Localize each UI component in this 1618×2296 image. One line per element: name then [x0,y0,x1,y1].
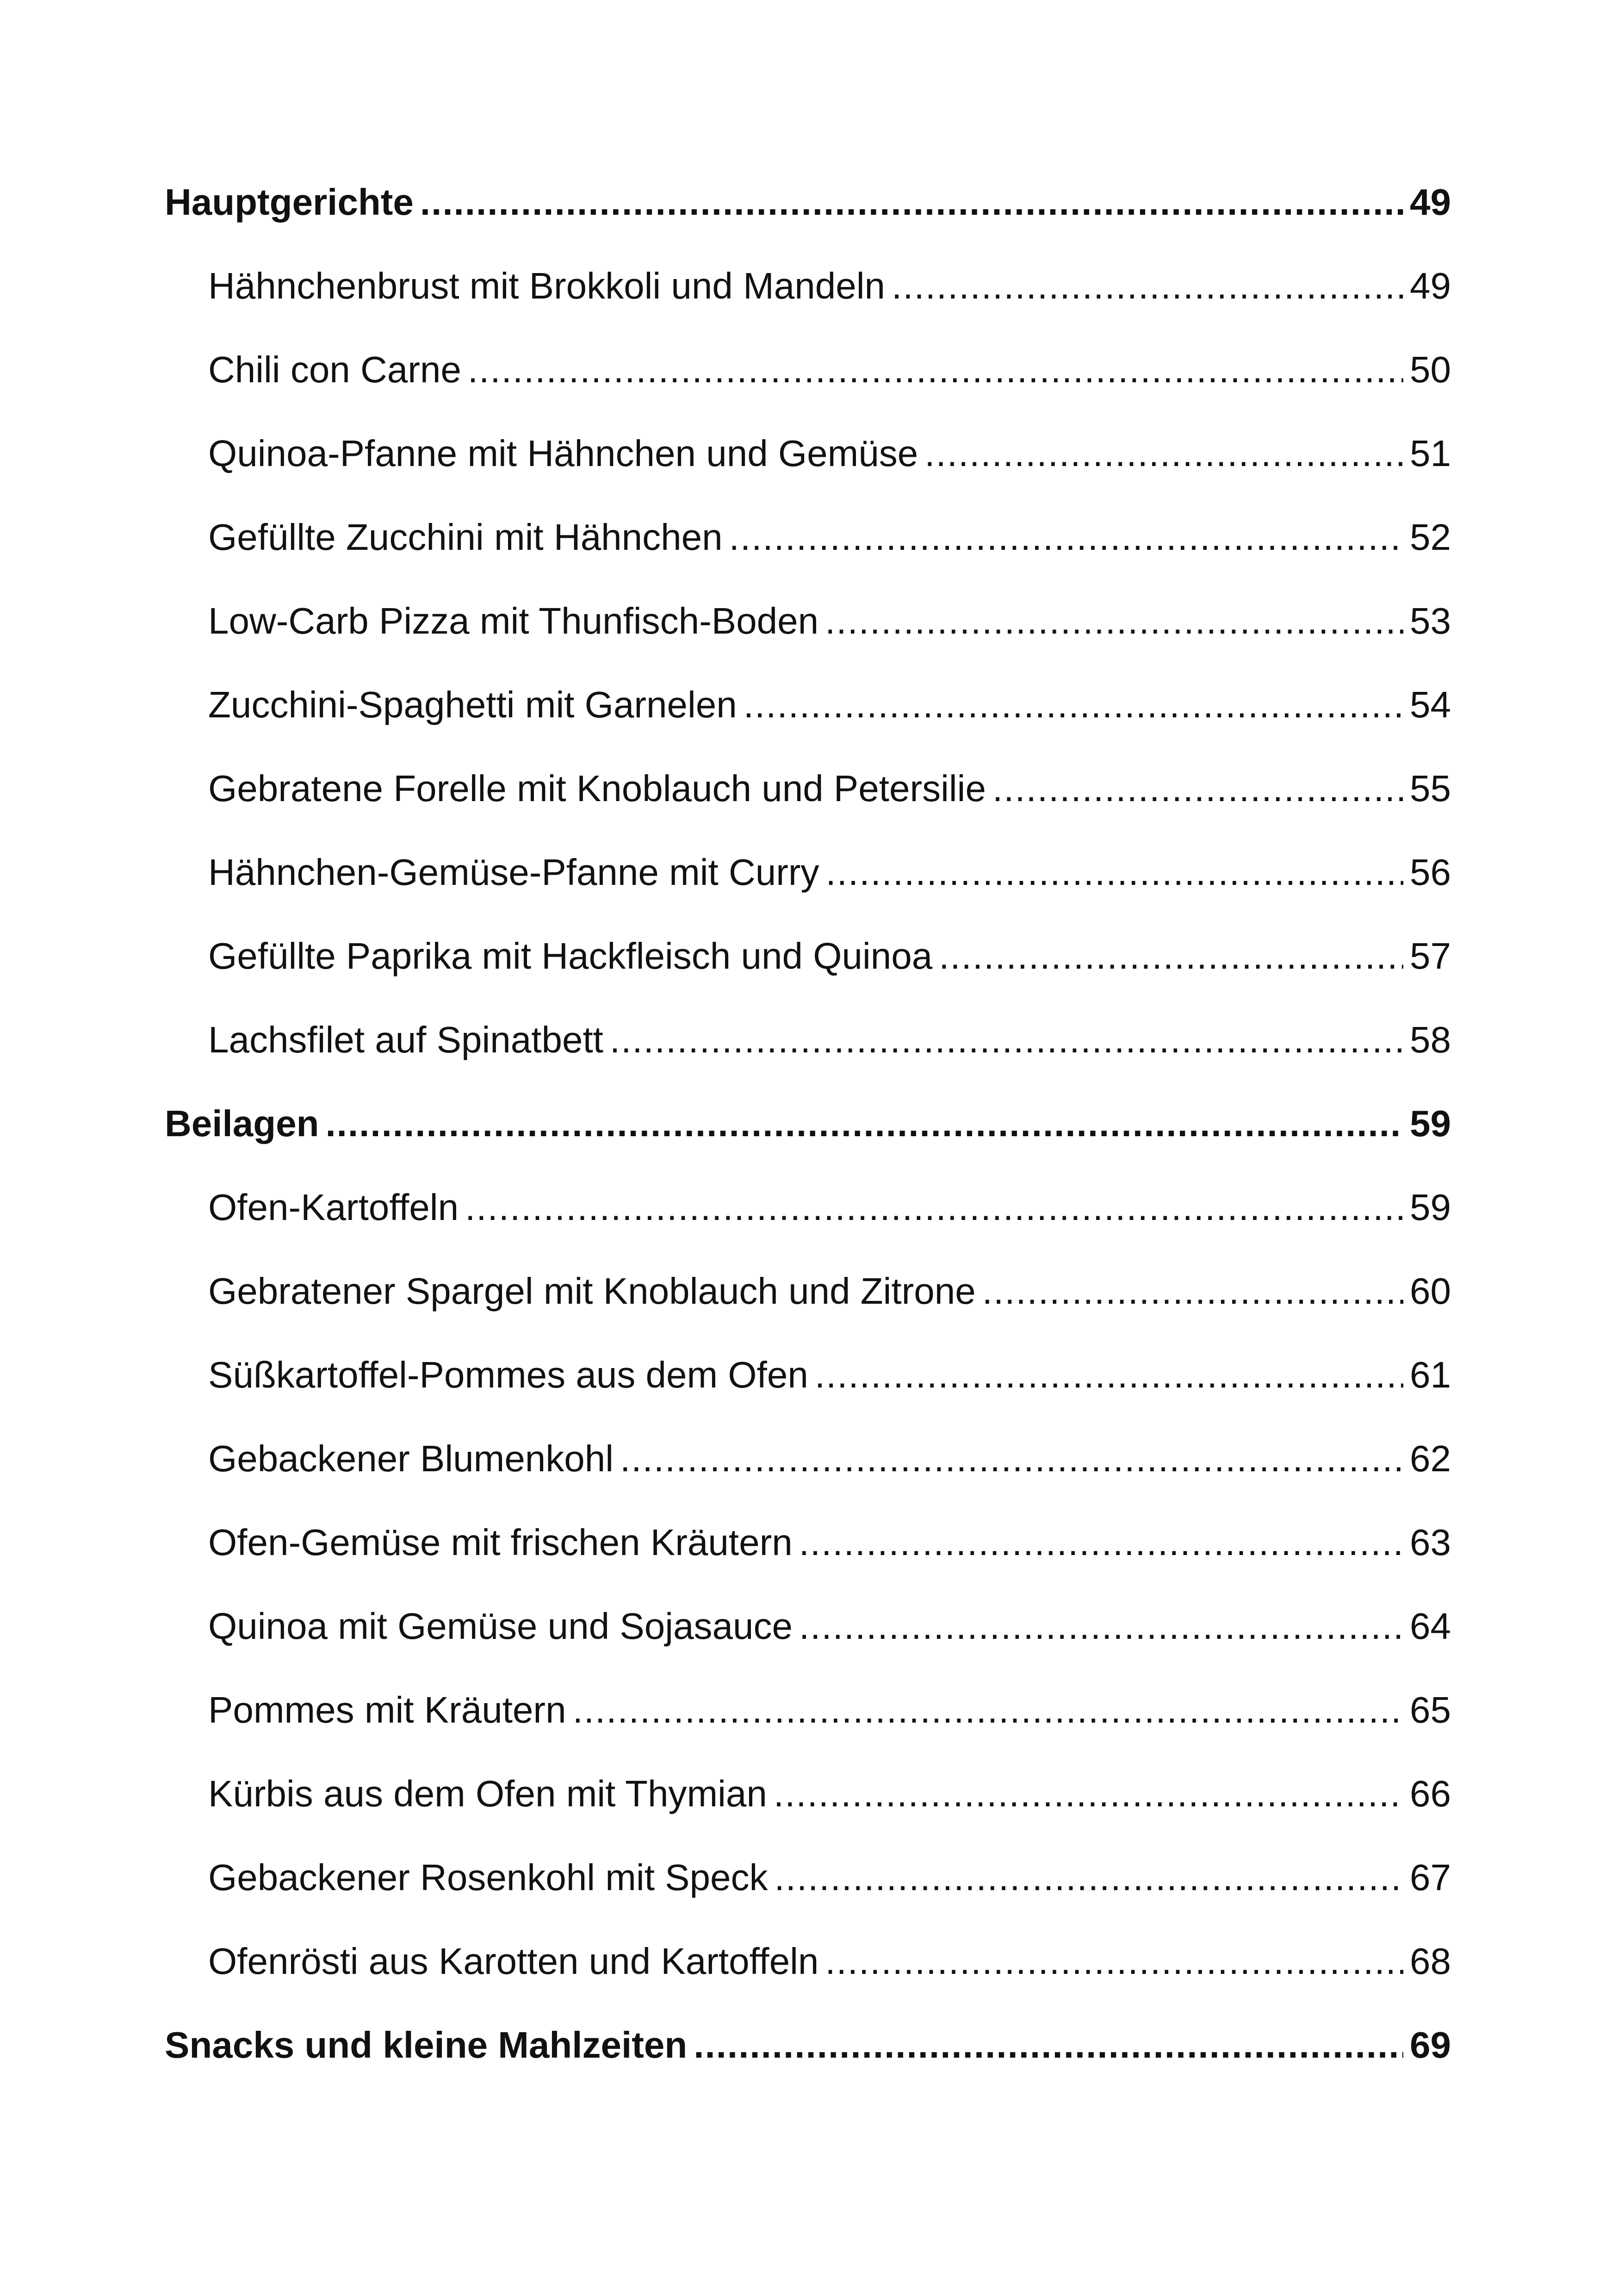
dot-leader [325,1082,1403,1165]
toc-entry-title: Ofen-Kartoffeln [208,1187,459,1228]
dot-leader [892,244,1403,328]
toc-entry[interactable] [165,1333,1451,1417]
toc-page-number: 54 [1410,684,1451,725]
toc-page-number: 58 [1410,1019,1451,1060]
toc-page-number: 69 [1410,2024,1451,2066]
toc-entry-title: Lachsfilet auf Spinatbett [208,1019,603,1060]
toc-page-number: 65 [1410,1689,1451,1730]
dot-leader [468,328,1403,411]
dot-leader [610,998,1403,1082]
toc-entry-title: Kürbis aus dem Ofen mit Thymian [208,1773,767,1814]
toc-entry[interactable] [165,1249,1451,1333]
toc-entry-title: Gebratene Forelle mit Knoblauch und Petersilie [208,768,986,809]
toc-entry[interactable] [165,914,1451,998]
toc-entry[interactable] [165,1836,1451,1919]
toc-page-number: 56 [1410,852,1451,893]
toc-page-number: 59 [1410,1103,1451,1144]
toc-entry[interactable] [165,1668,1451,1752]
toc-entry[interactable] [165,1165,1451,1249]
toc-page-number: 63 [1410,1522,1451,1563]
toc-page-number: 50 [1410,349,1451,390]
toc-entry[interactable] [165,830,1451,914]
toc-page-number: 64 [1410,1605,1451,1647]
toc-entry-title: Zucchini-Spaghetti mit Garnelen [208,684,737,725]
dot-leader [992,747,1403,830]
dot-leader [939,914,1403,998]
dot-leader [799,1500,1403,1584]
dot-leader [775,1836,1404,1919]
toc-entry-title: Chili con Carne [208,349,461,390]
dot-leader [694,2003,1403,2087]
toc-page-number: 55 [1410,768,1451,809]
toc-page-number: 52 [1410,516,1451,558]
toc-page-number: 68 [1410,1941,1451,1982]
toc-entry-title: Gefüllte Zucchini mit Hähnchen [208,516,723,558]
toc-entry-title: Hähnchen-Gemüse-Pfanne mit Curry [208,852,819,893]
dot-leader [744,663,1403,747]
toc-entry[interactable] [165,495,1451,579]
dot-leader [815,1333,1403,1417]
toc-page-number: 51 [1410,433,1451,474]
toc-section-entry[interactable] [165,2003,1451,2087]
toc-entry-title: Ofen-Gemüse mit frischen Kräutern [208,1522,793,1563]
toc-entry[interactable] [165,579,1451,663]
toc-entry-title: Pommes mit Kräutern [208,1689,566,1730]
toc-entry-title: Gebackener Rosenkohl mit Speck [208,1857,768,1898]
toc-entry[interactable] [165,328,1451,411]
toc-entry[interactable] [165,1752,1451,1836]
dot-leader [825,579,1403,663]
dot-leader [924,411,1403,495]
toc-section-entry[interactable] [165,160,1451,244]
toc-entry[interactable] [165,1919,1451,2003]
toc-entry-title: Quinoa mit Gemüse und Sojasauce [208,1605,793,1647]
dot-leader [982,1249,1403,1333]
toc-entry-title: Süßkartoffel-Pommes aus dem Ofen [208,1354,808,1395]
toc-entry[interactable] [165,663,1451,747]
toc-entry-title: Gefüllte Paprika mit Hackfleisch und Quinoa [208,935,933,977]
dot-leader [774,1752,1403,1836]
dot-leader [825,1919,1403,2003]
dot-leader [420,160,1403,244]
toc-page-number: 49 [1410,265,1451,306]
toc-page-number: 59 [1410,1187,1451,1228]
toc-entry-title: Low-Carb Pizza mit Thunfisch-Boden [208,600,819,641]
toc-entry-title: Hauptgerichte [165,181,414,223]
toc-page-number: 67 [1410,1857,1451,1898]
toc-section-entry[interactable] [165,1082,1451,1165]
dot-leader [465,1165,1403,1249]
dot-leader [729,495,1403,579]
toc-entry[interactable] [165,1417,1451,1500]
toc-page-number: 66 [1410,1773,1451,1814]
toc-entry-title: Hähnchenbrust mit Brokkoli und Mandeln [208,265,886,306]
toc-page-number: 60 [1410,1270,1451,1312]
toc-entry-title: Gebackener Blumenkohl [208,1438,614,1479]
toc-entry-title: Snacks und kleine Mahlzeiten [165,2024,688,2066]
table-of-contents [165,160,1451,2087]
toc-entry-title: Beilagen [165,1103,319,1144]
toc-page-number: 53 [1410,600,1451,641]
toc-page-number: 62 [1410,1438,1451,1479]
toc-entry[interactable] [165,1584,1451,1668]
toc-entry[interactable] [165,411,1451,495]
dot-leader [799,1584,1403,1668]
toc-entry[interactable] [165,244,1451,328]
dot-leader [620,1417,1403,1500]
dot-leader [573,1668,1403,1752]
toc-page-number: 49 [1410,181,1451,223]
toc-entry-title: Quinoa-Pfanne mit Hähnchen und Gemüse [208,433,918,474]
toc-page-number: 61 [1410,1354,1451,1395]
toc-entry-title: Ofenrösti aus Karotten und Kartoffeln [208,1941,819,1982]
toc-entry-title: Gebratener Spargel mit Knoblauch und Zitrone [208,1270,976,1312]
dot-leader [826,830,1403,914]
toc-entry[interactable] [165,747,1451,830]
toc-entry[interactable] [165,1500,1451,1584]
toc-entry[interactable] [165,998,1451,1082]
toc-page-number: 57 [1410,935,1451,977]
